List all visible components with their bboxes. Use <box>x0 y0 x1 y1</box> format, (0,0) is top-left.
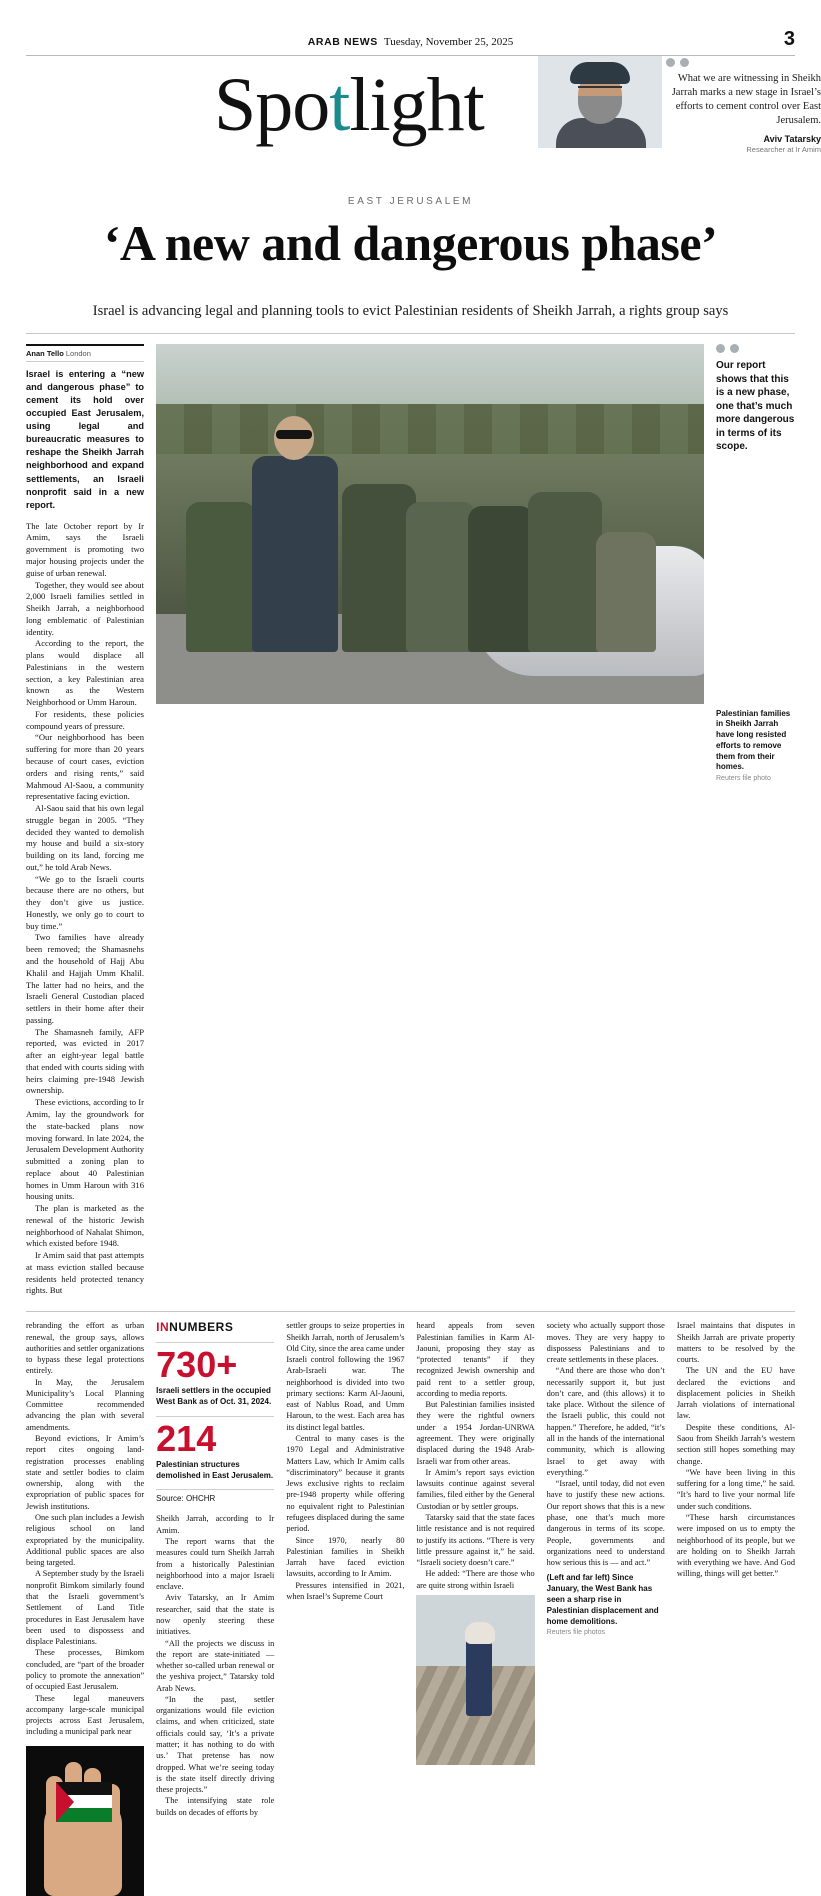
sunglasses-icon <box>276 430 312 439</box>
paragraph: “These harsh circumstances were imposed on us to empty the neighborhood of its people, but we are holding on to Sheikh Jarrah with everything we have. And God willing, things will get better.” <box>676 1513 795 1579</box>
paragraph: One such plan includes a Jewish religious school on land expropriated by the municipality. Additional public spaces are also being targeted. <box>26 1513 145 1568</box>
page-title: ‘A new and dangerous phase’ <box>103 215 718 271</box>
main-photo-credit: Reuters file photo <box>716 775 771 783</box>
paragraph: These processes, Bimkom concluded, are “part of the broader policy to promote the annexation” of occupied East Jerusalem. <box>26 1648 145 1692</box>
portrait-hat <box>570 62 630 84</box>
section-title-part-1: Spo <box>214 63 330 147</box>
standfirst: Israel is advancing legal and planning tools to evict Palestinian residents of Sheikh Jarrah, a rights group says <box>92 303 729 319</box>
section-title-row <box>26 56 821 174</box>
paragraph: The Shamasneh family, AFP reported, was evicted in 2017 after an eight-year legal battle that ended with courts siding with heirs claiming pre-1948 Jewish ownership. <box>26 1026 144 1096</box>
paragraph: Despite these conditions, Al-Saou from Sheikh Jarrah’s western section still hopes something may change. <box>676 1422 795 1466</box>
rail-pullquote-text: Our report shows that this is a new phase, one that’s much more dangerous in terms of its scope. <box>716 360 795 452</box>
paragraph: The intensifying state role builds on decades of efforts by <box>156 1796 275 1817</box>
center-column <box>156 344 704 1297</box>
paragraph: Tatarsky said that the state faces little resistance and is not required to justify its actions. “There is very little pressure against it,” he said. “Israeli society doesn’t care.” <box>416 1513 535 1568</box>
paragraph: Al-Saou said that his own legal struggle began in 2005. “They decided they wanted to demolish my house and build a six-story building on its land, forcing me out,” he told Arab News. <box>26 803 144 872</box>
quote-marks-icon <box>716 344 795 353</box>
paragraph: The plan is marketed as the renewal of the historic Jewish neighborhood of Nahalat Shimon, which existed before 1948. <box>26 1203 144 1249</box>
paragraph: “And there are those who don’t necessarily support it, but just don’t care, and (this allows) it to take place. Without the silence of the Israeli public, this could not happen.” Therefore, he added, “it’s all in the hands of the international community, which is allowing Israel to get away with everything.” <box>546 1366 665 1477</box>
paragraph: Ir Amim said that past attempts at mass eviction stalled because residents held protected tenancy rights. But <box>26 1250 144 1296</box>
paragraph: Ir Amim’s report says eviction lawsuits continue against several families, filed either by the General Custodian or by settler groups. <box>416 1467 535 1511</box>
paragraph: The UN and the EU have declared the evictions and displacement policies in Sheikh Jarrah violations of international law. <box>676 1366 795 1421</box>
paragraph: Pressures intensified in 2021, when Israel’s Supreme Court <box>286 1580 405 1601</box>
left-column-body <box>26 521 144 1298</box>
rubble-person <box>466 1632 492 1716</box>
kicker: EAST JERUSALEM <box>347 196 474 207</box>
paragraph: Sheikh Jarrah, according to Ir Amim. <box>156 1514 275 1535</box>
byline-location: London <box>65 349 91 358</box>
paragraph: But Palestinian families insisted they were the rightful owners under a 1954 Jordan-UNRWA agreement. They were originally displaced during the 1948 Arab-Israeli war from other areas. <box>416 1400 535 1466</box>
stat-1-description: Israeli settlers in the occupied West Bank as of Oct. 31, 2024. <box>156 1386 272 1407</box>
section-title-part-2: t <box>329 63 350 147</box>
paragraph: Beyond evictions, Ir Amim’s report cites ongoing land-registration processes enabling state and settler bodies to claim ownership, along with the expropriation of public spaces for Jewish institutions. <box>26 1434 145 1511</box>
lede-paragraph: Israel is entering a “new and dangerous phase” to cement its hold over occupied East Jerusalem, using legal and bureaucratic measures to reshape the Sheikh Jarrah neighborhood and expand settlements, an Israeli nonprofit said in a new report. <box>26 369 144 510</box>
photo-figure <box>406 502 476 652</box>
lower-column-1 <box>26 1320 144 1895</box>
paragraph: According to the report, the plans would displace all Palestinians in the western section, a key Palestinian area known as the Western Neighborhood or Umm Haroun. <box>26 638 144 708</box>
stat-2-description: Palestinian structures demolished in East Jerusalem. <box>156 1459 274 1480</box>
right-rail <box>716 344 795 1297</box>
paragraph: Israel maintains that disputes in Sheikh Jarrah are private property matters to be resolved by the courts. <box>676 1321 795 1365</box>
portrait-photo <box>538 56 662 148</box>
paragraph: “All the projects we discuss in the report are state-initiated — whether so-called urban renewal or the yeshiva project,” Tatarsky told Arab News. <box>156 1638 275 1693</box>
in-numbers-title <box>156 1320 274 1334</box>
lower-column-4 <box>416 1320 534 1895</box>
paragraph: society who actually support those moves. They are very happy to dispossess Palestinians and to create settlements in these places. <box>546 1321 665 1365</box>
paragraph: settler groups to seize properties in Sheikh Jarrah, north of Jerusalem’s Old City, since the area came under Israeli control following the 1967 Arab-Israeli war. The neighborhood is divided into two primary sections: Karm Al-Jaouni, east of Nablus Road, and Umm Haroun, to the west. Each area has its distinct legal battles. <box>286 1321 405 1432</box>
top-pullquote-role: Researcher at Ir Amim <box>746 145 821 155</box>
stat-source: Source: OHCHR <box>156 1489 274 1503</box>
lower-column-innumbers <box>156 1320 274 1895</box>
main-grid <box>26 344 795 1297</box>
bottom-photo-caption: (Left and far left) Since January, the West Bank has seen a sharp rise in Palestinian displacement and home demolitions. <box>546 1573 659 1626</box>
lower-column-3 <box>286 1320 404 1895</box>
section-title <box>214 62 484 149</box>
paragraph: Since 1970, nearly 80 Palestinian families in Sheikh Jarrah have faced eviction lawsuits, according to Ir Amim. <box>286 1535 405 1579</box>
publication-name: ARAB NEWS <box>307 36 378 48</box>
photo-figure <box>596 532 656 652</box>
rubble-photo <box>416 1595 534 1765</box>
lower-column-5 <box>547 1320 665 1895</box>
publication-date: Tuesday, November 25, 2025 <box>383 36 514 48</box>
top-pullquote <box>666 58 821 154</box>
page-number: 3 <box>783 28 795 50</box>
lower-section <box>26 1311 795 1895</box>
photo-figure <box>252 456 338 652</box>
masthead <box>26 0 795 48</box>
top-pullquote-text: What we are witnessing in Sheikh Jarrah marks a new stage in Israel’s efforts to cement control over East Jerusalem. <box>671 73 821 126</box>
paragraph: A September study by the Israeli nonprofit Bimkom similarly found that the Israeli government’s Settlement of Land Title procedures in East Jerusalem have been used to dispossess and displace Palestinians. <box>26 1569 145 1647</box>
hand-flag-photo <box>26 1746 144 1896</box>
photo-figure <box>468 506 534 652</box>
in-numbers-title-in: IN <box>156 1320 170 1335</box>
byline <box>26 344 144 362</box>
paragraph: “Israel, until today, did not even have to justify these new actions. Our report shows that this is a new phase, one that’s much more dangerous in terms of its scope. People, governments and organizations need to understand how serious this is — and act.” <box>546 1479 665 1568</box>
in-numbers-title-numbers: NUMBERS <box>169 1320 234 1335</box>
paragraph: “Our neighborhood has been suffering for more than 20 years because of court cases, eviction orders and rising rents,” said Mahmoud Al-Saou, a community representative facing eviction. <box>26 732 144 802</box>
headline-divider <box>26 333 795 334</box>
portrait-glasses <box>578 86 622 94</box>
paragraph: Together, they would see about 2,000 Israeli families settled in Sheikh Jarrah, a neighborhood long emblematic of Palestinian identity. <box>26 579 144 637</box>
left-column <box>26 344 144 1297</box>
photo-figure <box>186 502 256 652</box>
paragraph: Aviv Tatarsky, an Ir Amim researcher, said that the state is now openly steering these initiatives. <box>156 1593 275 1637</box>
paragraph: “We go to the Israeli courts because there are no others, but they don’t give us justice. Honestly, we only go to court to buy time.” <box>26 873 144 931</box>
photo-figure <box>342 484 416 652</box>
paragraph: Two families have already been removed; the Shamasnehs and the household of Hajj Abu Khalil and Hajjah Umm Khalil. The latter had no heirs, and the Israeli General Custodian placed settlers in their home after their passing. <box>26 932 144 1025</box>
main-photo-caption: Palestinian families in Sheikh Jarrah have long resisted efforts to remove them from their homes. <box>716 708 791 772</box>
main-photo <box>156 344 704 704</box>
quote-marks-icon <box>666 58 821 67</box>
paragraph: These evictions, according to Ir Amim, lay the groundwork for the state-backed plans now moving forward. In late 2024, the Jerusalem Development Authority submitted a zoning plan to replace about 40 Palestinian homes in Umm Haroun with 316 housing units. <box>26 1097 144 1202</box>
rubble-person-headscarf <box>465 1622 495 1644</box>
paragraph: heard appeals from seven Palestinian families in Karm Al-Jaouni, proposing they stay as “protected tenants” if they recognized Jewish ownership and paid rent to a settler group, according to media reports. <box>416 1321 535 1398</box>
stat-1-value: 730+ <box>156 1344 238 1386</box>
stat-2-value: 214 <box>156 1417 217 1459</box>
bottom-photo-credit: Reuters file photos <box>546 1629 606 1637</box>
paragraph: Central to many cases is the 1970 Legal and Administrative Matters Law, which Ir Amim calls “discriminatory” because it grants Jews exclusive rights to reclaim pre-1948 property while offering no equivalent right to Palestinian refugees displaced during the same period. <box>286 1434 405 1534</box>
lower-column-6 <box>677 1320 795 1895</box>
paragraph: rebranding the effort as urban renewal, the group says, allows authorities and settler organizations to bypass these legal protections entirely. <box>26 1321 145 1376</box>
paragraph: He added: “There are those who are quite strong within Israeli <box>416 1569 535 1590</box>
paragraph: In May, the Jerusalem Municipality’s Local Planning Committee recommended advancing the plan with several amendments. <box>26 1377 145 1432</box>
paragraph: “We have been living in this suffering for a long time,” he said. “It’s hard to live your normal life under such conditions. <box>676 1467 795 1511</box>
in-numbers-divider <box>156 1416 274 1417</box>
in-numbers-divider <box>156 1342 274 1343</box>
paragraph: For residents, these policies compound years of pressure. <box>26 708 144 731</box>
top-pullquote-name: Aviv Tatarsky <box>763 134 821 145</box>
paragraph: The report warns that the measures could turn Sheikh Jarrah from a historically Palestinian neighborhood into a major Israeli enclave. <box>156 1536 275 1592</box>
palestinian-flag-icon <box>56 1782 112 1822</box>
section-title-part-3: light <box>349 63 484 147</box>
paragraph: The late October report by Ir Amim, says the Israeli government is promoting two major housing projects under the guise of urban renewal. <box>26 520 144 578</box>
byline-author: Anan Tello <box>26 349 64 358</box>
paragraph: “In the past, settler organizations would file eviction claims, and when criticized, state officials could say, ‘It’s a private matter; it has nothing to do with us.’ That pretense has now dropped. What we’re seeing today is the state itself directly driving these projects.” <box>156 1694 275 1795</box>
photo-figure <box>528 492 602 652</box>
paragraph: These legal maneuvers accompany large-scale municipal projects across East Jerusalem, including a municipal park near <box>26 1693 145 1737</box>
